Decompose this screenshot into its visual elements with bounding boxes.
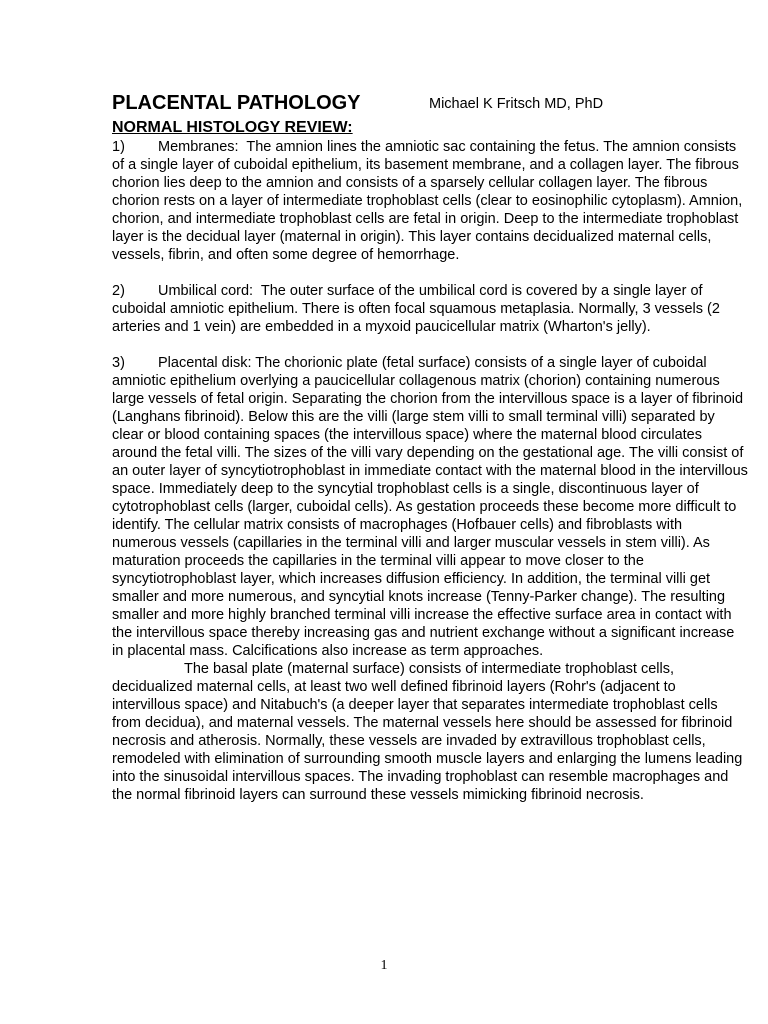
- paragraph-umbilical-cord: [112, 282, 748, 336]
- paragraph-placental-disk: [112, 354, 748, 660]
- paragraph-text: The chorionic plate (fetal surface) consists of a single layer of cuboidal amniotic epithelium overlying a paucicellular collagenous matrix (chorion) containing numerous large vessels of fetal origin. Separating the chorion from the intervillous space is a layer of fibrinoid (Langhans fibrinoid). Below this are the villi (large stem villi to small terminal villi) separated by clear or blood containing spaces (the intervillous space) where the maternal blood circulates around the fetal villi. The sizes of the villi vary depending on the gestational age. The villi consist of an outer layer of syncytiotrophoblast in immediate contact with the maternal blood in the intervillous space. Immediately deep to the syncytial trophoblast cells is a single, discontinuous layer of cytotrophoblast cells (larger, cuboidal cells). As gestation proceeds these become more difficult to identify. The cellular matrix consists of macrophages (Hofbauer cells) and fibroblasts with numerous vessels (capillaries in the terminal villi and larger muscular vessels in stem villi). As maturation proceeds the capillaries in the terminal villi appear to move closer to the syncytiotrophoblast layer, which increases diffusion efficiency. In addition, the terminal villi get smaller and more numerous, and syncytial knots increase (Tenny-Parker change). The resulting smaller and more highly branched terminal villi increase the effective surface area in contact with the intervillous space thereby increasing gas and nutrient exchange without a significant increase in placental mass. Calcifications also increase as term approaches.: [112, 355, 748, 659]
- paragraph-text: The basal plate (maternal surface) consists of intermediate trophoblast cells, decidualized maternal cells, at least two well defined fibrinoid layers (Rohr's (adjacent to intervillous space) and Nitabuch's (a deeper layer that separates intermediate trophoblast cells from decidua), and maternal vessels. The maternal vessels here should be assessed for fibrinoid necrosis and atherosis. Normally, these vessels are invaded by extravillous trophoblast cells, remodeled with elimination of surrounding smooth muscle layers and enlarging the lumens leading into the sinusoidal intervillous spaces. The invading trophoblast can resemble macrophages and the normal fibrinoid layers can surround these vessels mimicking fibrinoid necrosis.: [112, 661, 743, 803]
- paragraph-text: The outer surface of the umbilical cord is covered by a single layer of cuboidal amniotic epithelium. There is often focal squamous metaplasia. Normally, 3 vessels (2 arteries and 1 vein) are embedded in a myxoid paucicellular matrix (Wharton's jelly).: [112, 283, 720, 335]
- section-subtitle: NORMAL HISTOLOGY REVIEW:: [112, 119, 353, 136]
- author-name: Michael K Fritsch MD, PhD: [429, 96, 604, 112]
- section-number: 1): [112, 139, 125, 155]
- document-page: [112, 92, 748, 804]
- paragraph-membranes: [112, 138, 748, 264]
- section-number: 2): [112, 283, 125, 299]
- section-heading: Membranes:: [158, 139, 239, 155]
- section-heading: Placental disk:: [158, 355, 252, 371]
- section-heading: Umbilical cord:: [158, 283, 254, 299]
- page-number: 1: [380, 958, 388, 973]
- paragraph-basal-plate: [112, 660, 748, 804]
- section-number: 3): [112, 355, 125, 371]
- paragraph-text: The amnion lines the amniotic sac containing the fetus. The amnion consists of a single layer of cuboidal epithelium, its basement membrane, and a collagen layer. The fibrous chorion lies deep to the amnion and consists of a sparsely cellular collagen layer. The fibrous chorion rests on a layer of intermediate trophoblast cells (clear to eosinophilic cytoplasm). Amnion, chorion, and intermediate trophoblast cells are fetal in origin. Deep to the intermediate trophoblast layer is the decidual layer (maternal in origin). This layer contains decidualized maternal cells, vessels, fibrin, and often some degree of hemorrhage.: [112, 139, 743, 263]
- title-row: [112, 92, 748, 116]
- document-title: PLACENTAL PATHOLOGY: [112, 92, 361, 114]
